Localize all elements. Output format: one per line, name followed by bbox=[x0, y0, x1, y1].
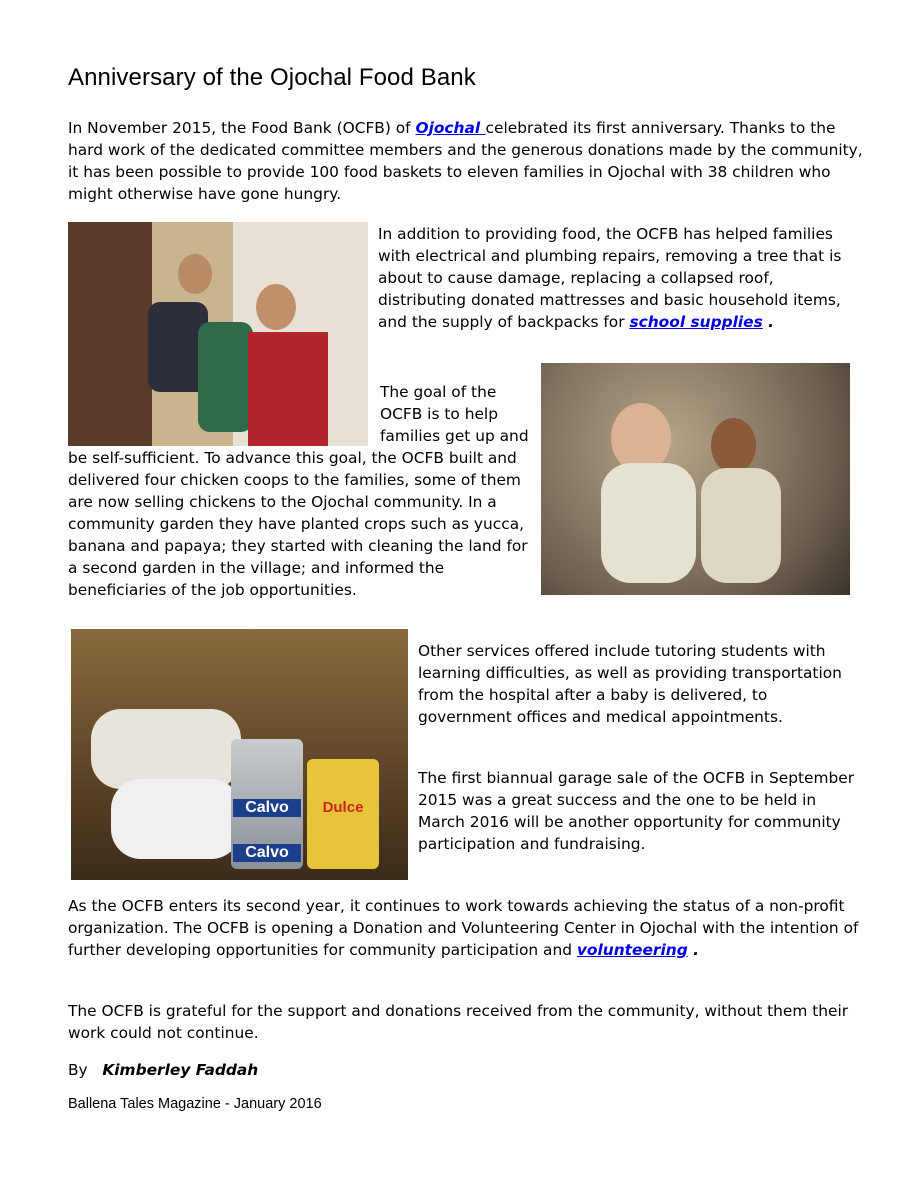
page-title: Anniversary of the Ojochal Food Bank bbox=[68, 64, 476, 91]
can-label: Calvo bbox=[233, 844, 301, 862]
text: . bbox=[687, 941, 699, 959]
can-label: Dulce bbox=[322, 799, 364, 816]
other-services-paragraph: Other services offered include tutoring students with learning difficulties, as well as providing transportation from the hospital after a baby is delivered, to government offices and medical appointments. bbox=[418, 642, 842, 726]
volunteering-link[interactable]: volunteering bbox=[576, 941, 688, 959]
footer-source: Ballena Tales Magazine - January 2016 bbox=[68, 1096, 322, 1112]
text: In addition to providing food, the OCFB has helped families with electrical and plumbing repairs, removing a tree that is about to cause damage, replacing a collapsed roof, distributing donated mattresses and basic household items, and the supply of backpacks for bbox=[378, 225, 842, 331]
photo-food-basket bbox=[71, 629, 408, 880]
text: The goal of the OCFB is to help families get up and be self-sufficient. To advance this goal, the OCFB built and delivered four chicken coops to the families, some of them are now selling chickens to the Ojochal community. In a community garden they have planted crops such as yucca, banana and papaya; they started with cleaning the land for a second garden in the village; and informed the beneficiaries of the job opportunities. bbox=[68, 383, 529, 599]
author-name: Kimberley Faddah bbox=[102, 1061, 259, 1079]
second-year-paragraph bbox=[68, 895, 868, 961]
text: celebrated its first anniversary. Thanks to the hard work of the dedicated committee members and the generous donations made by the community, it has been possible to provide 100 food baskets to eleven families in Ojochal with 38 children who might otherwise have gone hungry. bbox=[68, 119, 863, 203]
garage-sale-paragraph: The first biannual garage sale of the OCFB in September 2015 was a great success and the one to be held in March 2016 will be another opportunity for community participation and fundraising. bbox=[418, 769, 855, 853]
goal-paragraph bbox=[68, 381, 533, 601]
school-supplies-link[interactable]: school supplies bbox=[629, 313, 763, 331]
ojochal-link[interactable]: Ojochal bbox=[415, 119, 486, 137]
byline bbox=[68, 1061, 258, 1079]
closing-paragraph: The OCFB is grateful for the support and donations received from the community, without them their work could not continue. bbox=[68, 1002, 849, 1042]
photo-children-with-bags bbox=[541, 363, 850, 595]
intro-paragraph bbox=[68, 117, 868, 205]
by-label: By bbox=[68, 1061, 88, 1079]
services-paragraph bbox=[378, 223, 853, 333]
text: In November 2015, the Food Bank (OCFB) of bbox=[68, 119, 416, 137]
text: As the OCFB enters its second year, it continues to work towards achieving the status of a non-profit organization. The OCFB is opening a Donation and Volunteering Center in Ojochal with the intention of further developing opportunities for community participation and bbox=[68, 897, 859, 959]
can-label: Calvo bbox=[233, 799, 301, 817]
text: . bbox=[762, 313, 774, 331]
